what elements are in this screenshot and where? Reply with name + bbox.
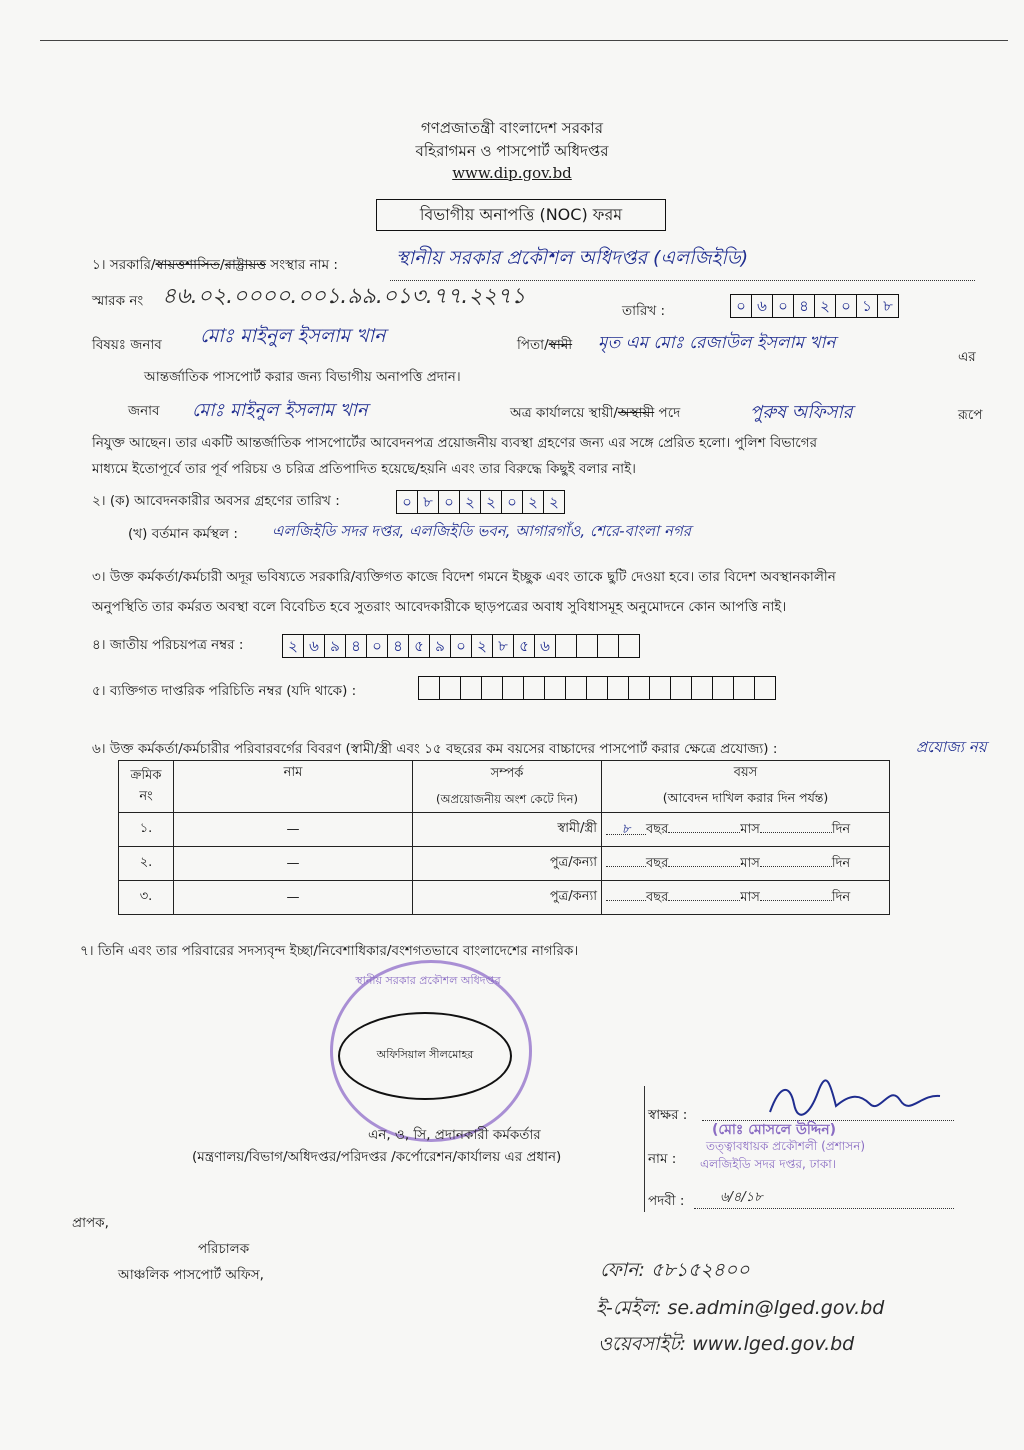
row-relation: পুত্র/কন্যা [413, 881, 602, 915]
nid-digit-box: ৪ [345, 634, 367, 658]
row-age-years [606, 852, 646, 867]
item2a-label: ২। (ক) আবেদনকারীর অবসর গ্রহণের তারিখ : [92, 493, 340, 509]
personal-id-digit-box [523, 676, 545, 700]
memo-number: ৪৬.০২.০০০০.০০১.৯৯.০১৩.৭৭.২২৭১ [162, 284, 526, 309]
name-label: নাম : [648, 1151, 677, 1167]
nid-digit-box: ২ [471, 634, 493, 658]
name-stamp-title: তত্ত্বাবধায়ক প্রকৌশলী (প্রশাসন) [706, 1139, 866, 1153]
workplace-handwritten: এলজিইডি সদর দপ্তর, এলজিইডি ভবন, আগারগাঁও, শেরে-বাংলা নগর [272, 522, 692, 540]
row-name: — [174, 881, 413, 915]
form-title: বিভাগীয় অনাপত্তি (NOC) ফরম [376, 199, 666, 231]
item1-sep: / [219, 257, 225, 273]
memo-label: স্মারক নং [92, 293, 144, 309]
row-day-dots [760, 852, 832, 867]
date-digit-box: ৬ [751, 294, 773, 318]
row-month-label: মাস [740, 890, 760, 905]
nid-digit-box: ৪ [387, 634, 409, 658]
para-name-handwritten: মোঃ মাইনুল ইসলাম খান [192, 400, 368, 421]
row-month-dots [668, 852, 740, 867]
retirement-date-boxes [396, 490, 564, 514]
col-relation [413, 761, 602, 813]
row-age-years [606, 886, 646, 901]
gov-title: গণপ্রজাতন্ত্রী বাংলাদেশ সরকার [420, 119, 604, 137]
row-year-label: বছর [646, 890, 669, 905]
subject-label: বিষয়ঃ জনাব [92, 337, 162, 353]
personal-id-digit-box [754, 676, 776, 700]
row-month-label: মাস [740, 856, 760, 871]
col-serial: ক্রমিক নং [119, 761, 174, 813]
row-age [602, 813, 890, 847]
nid-digit-box: ৬ [534, 634, 556, 658]
date-digit-box: ১ [856, 294, 878, 318]
designation-dotline [694, 1194, 954, 1209]
top-rule [40, 40, 1008, 41]
row-day-dots [760, 886, 832, 901]
personal-id-digit-box [691, 676, 713, 700]
nid-digit-box: ৯ [324, 634, 346, 658]
name-stamp-office: এলজিইডি সদর দপ্তর, ঢাকা। [700, 1157, 837, 1171]
nid-digit-box [576, 634, 598, 658]
item5-label: ৫। ব্যক্তিগত দাপ্তরিক পরিচিতি নম্বর (যদি থাকে) : [92, 683, 357, 699]
org-name-handwritten: স্থানীয় সরকার প্রকৌশল অধিদপ্তর (এলজিইডি) [396, 247, 749, 269]
date-boxes [730, 294, 898, 318]
date-digit-box: ০ [730, 294, 752, 318]
er-suffix: এর [958, 349, 976, 365]
row-name: — [174, 813, 413, 847]
signature-label: স্বাক্ষর : [648, 1107, 688, 1123]
family-table [118, 760, 890, 915]
col-age-title: বয়স [733, 765, 758, 780]
nid-digit-box: ৬ [303, 634, 325, 658]
table-row [119, 847, 890, 881]
department-title: বহিরাগমন ও পাসপোর্ট অধিদপ্তর [415, 142, 609, 160]
item3-line1: ৩। উক্ত কর্মকর্তা/কর্মচারী অদূর ভবিষ্যতে সরকারি/ব্যক্তিগত কাজে বিদেশ গমনে ইচ্ছুক এবং তাকে ছুটি দেওয়া হবে। তার বিদেশ অবস্থানকালীন [92, 569, 836, 585]
signature-scribble [760, 1074, 950, 1124]
nid-digit-box [597, 634, 619, 658]
item1-row [92, 254, 338, 277]
row-age [602, 847, 890, 881]
retirement-digit-box: ৮ [417, 490, 439, 514]
para-janab: জনাব [128, 403, 160, 419]
nid-digit-box: ৫ [513, 634, 535, 658]
para-line2: নিযুক্ত আছেন। তার একটি আন্তর্জাতিক পাসপোর্টের আবেদনপত্র প্রয়োজনীয় ব্যবস্থা গ্রহণের জন্য এর সঙ্গে প্রেরিত হলো। পুলিশ বিভাগের [92, 435, 817, 451]
nid-digit-box: ০ [366, 634, 388, 658]
contact-phone: ফোন: ৫৮১৫২৪০০ [600, 1259, 750, 1281]
row-relation: পুত্র/কন্যা [413, 847, 602, 881]
personal-id-digit-box [544, 676, 566, 700]
personal-id-digit-box [439, 676, 461, 700]
col-age [602, 761, 890, 813]
row-day-label: দিন [831, 890, 851, 905]
issuer-line2: (মন্ত্রণালয়/বিভাগ/অধিদপ্তর/পরিদপ্তর /কর্পোরেশন/কার্যালয় এর প্রধান) [192, 1149, 562, 1165]
recipient-line2: আঞ্চলিক পাসপোর্ট অফিস, [118, 1267, 264, 1283]
nid-boxes [282, 634, 639, 658]
para-mid-text: অত্র কার্যালয়ে স্থায়ী/ [510, 405, 618, 421]
father-label [517, 334, 572, 357]
row-day-label: দিন [831, 822, 851, 837]
applicant-name-handwritten: মোঃ মাইনুল ইসলাম খান [200, 325, 386, 347]
personal-id-digit-box [565, 676, 587, 700]
item1-label-prefix: ১। সরকারি/ [92, 257, 156, 273]
rupe-text: রূপে [958, 407, 983, 423]
row-year-label: বছর [646, 856, 669, 871]
para-temporary-struck: অস্থায়ী [617, 405, 655, 421]
nid-digit-box: ৫ [408, 634, 430, 658]
row-day-dots [760, 818, 832, 833]
row-month-dots [668, 818, 740, 833]
retirement-digit-box: ২ [480, 490, 502, 514]
nid-digit-box: ০ [450, 634, 472, 658]
personal-id-digit-box [628, 676, 650, 700]
father-label-text: পিতা/ [517, 337, 549, 353]
personal-id-boxes [418, 676, 775, 700]
nid-digit-box: ৮ [492, 634, 514, 658]
row-month-dots [668, 886, 740, 901]
personal-id-digit-box [502, 676, 524, 700]
item4-label: ৪। জাতীয় পরিচয়পত্র নম্বর : [92, 637, 244, 653]
personal-id-digit-box [481, 676, 503, 700]
row-name: — [174, 847, 413, 881]
husband-struck: স্বামী [548, 337, 573, 353]
para-mid [510, 402, 680, 425]
row-serial: ১. [119, 813, 174, 847]
date-digit-box: ২ [814, 294, 836, 318]
para-line3: মাধ্যমে ইতোপূর্বে তার পূর্ব পরিচয় ও চরিত্র প্রতিপাদিত হয়েছে/হয়নি এবং তার বিরুদ্ধে কিছুই বলার নাই। [92, 461, 636, 477]
row-serial: ২. [119, 847, 174, 881]
row-relation: স্বামী/স্ত্রী [413, 813, 602, 847]
father-name-handwritten: মৃত এম মোঃ রেজাউল ইসলাম খান [598, 333, 836, 353]
personal-id-digit-box [418, 676, 440, 700]
item3-line2: অনুপস্থিতি তার কর্মরত অবস্থা বলে বিবেচিত হবে সুতরাং আবেদকারীকে ছাড়পত্রের অবাধ সুবিধাসমূহ অনুমোদনে কোন আপত্তি নাই। [92, 599, 787, 615]
date-digit-box: ৪ [793, 294, 815, 318]
row-age-years: ৮ [606, 820, 646, 835]
personal-id-digit-box [670, 676, 692, 700]
designation-handwritten: ৬/৪/১৮ [720, 1190, 763, 1205]
retirement-digit-box: ২ [522, 490, 544, 514]
row-month-label: মাস [740, 822, 760, 837]
row-year-label: বছর [646, 822, 669, 837]
item1-label-suffix: সংস্থার নাম : [266, 257, 338, 273]
personal-id-digit-box [586, 676, 608, 700]
col-relation-title: সম্পর্ক [490, 765, 524, 781]
col-name: নাম [174, 761, 413, 813]
item1-struck-state: রাষ্ট্রায়ত্ত [224, 257, 267, 273]
para-post-label: পদে [654, 405, 681, 421]
personal-id-digit-box [733, 676, 755, 700]
item2b-label: (খ) বর্তমান কর্মস্থল : [128, 526, 238, 542]
date-digit-box: ০ [772, 294, 794, 318]
website-text [0, 164, 1024, 182]
table-row [119, 881, 890, 915]
nid-digit-box [555, 634, 577, 658]
date-label: তারিখ : [622, 303, 666, 319]
retirement-digit-box: ২ [459, 490, 481, 514]
post-handwritten: পুরুষ অফিসার [750, 402, 853, 423]
nid-digit-box: ৯ [429, 634, 451, 658]
website-link[interactable]: www.dip.gov.bd [452, 164, 572, 182]
personal-id-digit-box [712, 676, 734, 700]
retirement-digit-box: ০ [501, 490, 523, 514]
designation-label: পদবী : [648, 1193, 685, 1209]
date-digit-box: ৮ [877, 294, 899, 318]
row-age [602, 881, 890, 915]
item1-struck-autonomous: স্বায়ত্তশাসিত [155, 257, 220, 273]
contact-website: ওয়েবসাইট: www.lged.gov.bd [598, 1333, 855, 1355]
recipient-line1: পরিচালক [198, 1241, 250, 1257]
date-digit-box: ০ [835, 294, 857, 318]
nid-digit-box: ২ [282, 634, 304, 658]
personal-id-digit-box [649, 676, 671, 700]
contact-email: ই-মেইল: se.admin@lged.gov.bd [596, 1297, 885, 1319]
col-age-sub: (আবেদন দাখিল করার দিন পর্যন্ত) [662, 790, 829, 805]
row-day-label: দিন [831, 856, 851, 871]
nid-digit-box [618, 634, 640, 658]
issuer-line1: এন, ও, সি, প্রদানকারী কর্মকর্তার [368, 1127, 541, 1143]
personal-id-digit-box [607, 676, 629, 700]
item7-text: ৭। তিনি এবং তার পরিবারের সদস্যবৃন্দ ইচ্ছা/নিবেশাধিকার/বংশগতভাবে বাংলাদেশের নাগরিক। [80, 943, 579, 959]
subject-line2: আন্তর্জাতিক পাসপোর্ট করার জন্য বিভাগীয় অনাপত্তি প্রদান। [144, 369, 461, 385]
seal-ring-text: স্থানীয় সরকার প্রকৌশল অধিদপ্তর [355, 974, 501, 987]
col-relation-sub: (অপ্রয়োজনীয় অংশ কেটে দিন) [436, 791, 578, 806]
retirement-digit-box: ০ [438, 490, 460, 514]
retirement-digit-box: ০ [396, 490, 418, 514]
not-applicable-handwritten: প্রযোজ্য নয় [916, 738, 987, 756]
row-serial: ৩. [119, 881, 174, 915]
official-seal-label: অফিসিয়াল সীলমোহর [376, 1048, 474, 1061]
item6-label: ৬। উক্ত কর্মকর্তা/কর্মচারীর পরিবারবর্গের বিবরণ (স্বামী/স্ত্রী এবং ১৫ বছরের কম বয়সের বাচ্চাদের পাসপোর্ট করার ক্ষেত্রে প্রযোজ্য) : [92, 741, 778, 757]
personal-id-digit-box [460, 676, 482, 700]
table-row [119, 813, 890, 847]
name-stamp: (মোঃ মোসলে উদ্দিন) [712, 1122, 836, 1138]
recipient-label: প্রাপক, [72, 1215, 109, 1231]
table-header-row [119, 761, 890, 813]
retirement-digit-box: ২ [543, 490, 565, 514]
